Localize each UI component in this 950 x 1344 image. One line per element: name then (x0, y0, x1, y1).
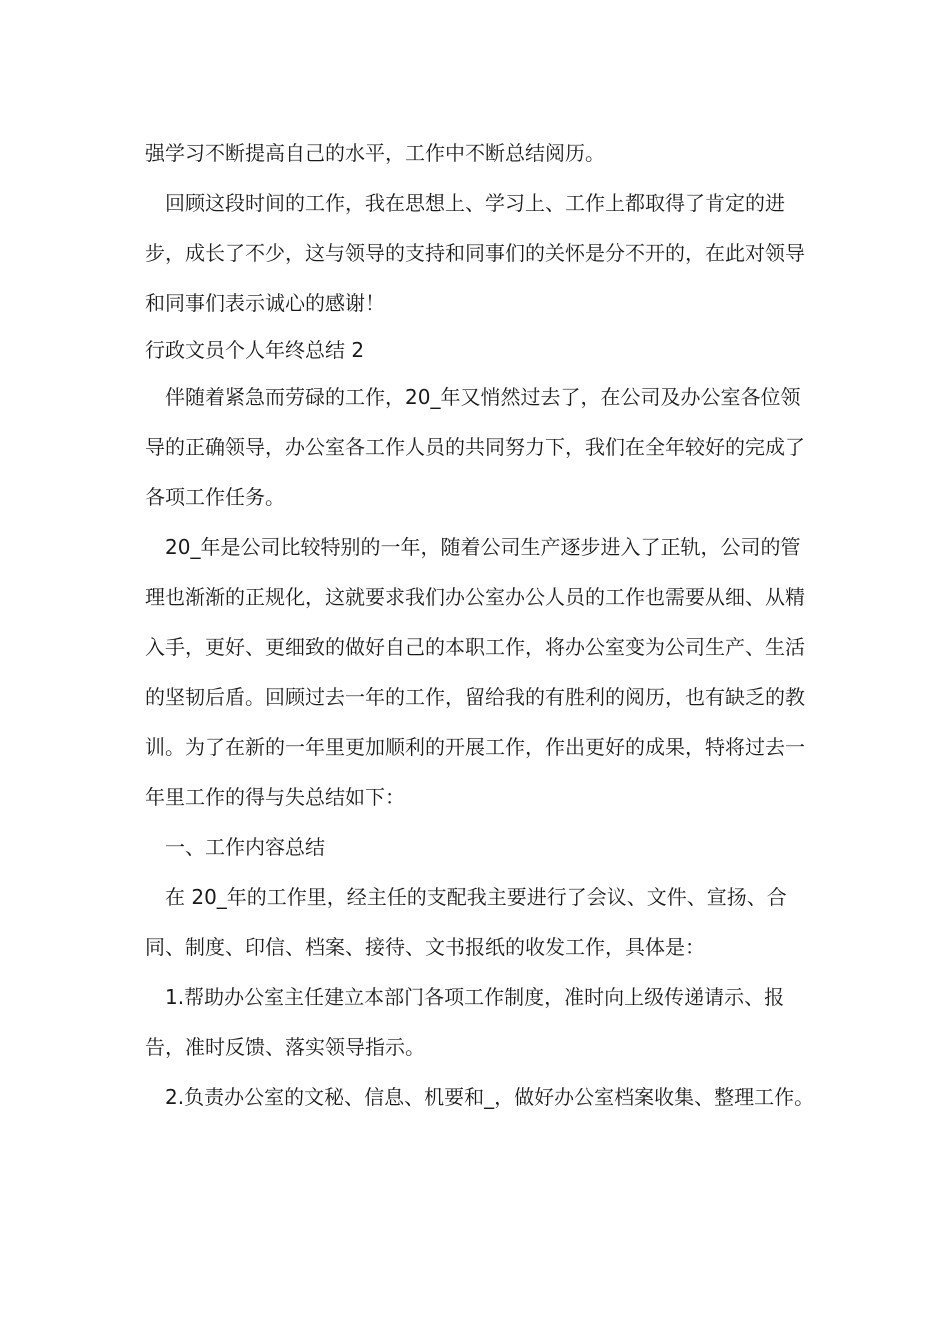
list-item: 2.负责办公室的文秘、信息、机要和_，做好办公室档案收集、整理工作。 (165, 1085, 815, 1109)
list-item: 1.帮助办公室主任建立本部门各项工作制度，准时向上级传递请示、报告，准时反馈、落实领导指示。 (145, 985, 785, 1059)
subsection-heading: 一、工作内容总结 (165, 835, 325, 859)
paragraph: 在 20_年的工作里，经主任的支配我主要进行了会议、文件、宣扬、合同、制度、印信、档案、接待、文书报纸的收发工作，具体是： (145, 885, 787, 959)
document-body (145, 128, 815, 1122)
paragraph: 伴随着紧急而劳碌的工作，20_年又悄然过去了，在公司及办公室各位领 导的正确领导，办公室各工作人员的共同努力下，我们在全年较好的完成了各项工作任务。 (145, 385, 814, 509)
paragraph: 强学习不断提高自己的水平，工作中不断总结阅历。 (145, 141, 605, 165)
section-heading: 行政文员个人年终总结 2 (145, 338, 365, 362)
paragraph: 回顾这段时间的工作，我在思想上、学习上、工作上都取得了肯定的进步，成长了不少，这与领导的支持和同事们的关怀是分不开的，在此对领导和同事们表示诚心的感谢！ (145, 191, 805, 315)
paragraph: 20_年是公司比较特别的一年，随着公司生产逐步进入了正轨，公司的管 理也渐渐的正规化，这就要求我们办公室办公人员的工作也需要从细、从精入手，更好、更细致的做好自己的本职工作，将办公室变为公司生产、生活的坚韧后盾。回顾过去一年的工作，留给我的有胜利的阅历，也有缺乏的教训。为了在新的一年里更加顺利的开展工作，作出更好的成果，特将过去一年里工作的得与失总结如下： (145, 535, 814, 809)
